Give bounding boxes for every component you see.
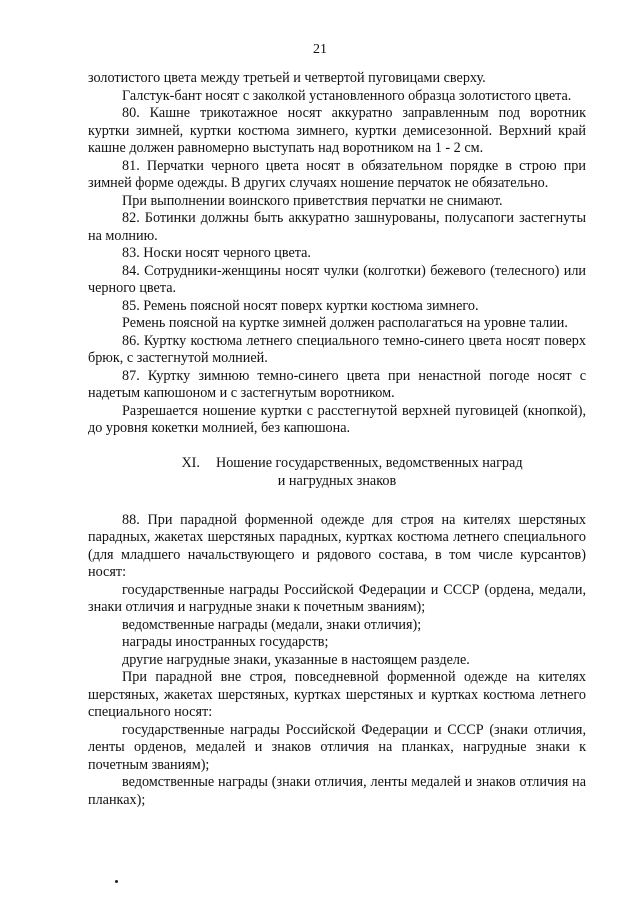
- paragraph: При парадной вне строя, повседневной форменной одежде на кителях шерстяных, жакетах шерстяных, куртках шерстяных и куртках костюма летнего специального носят:: [88, 669, 586, 720]
- paragraph: 82. Ботинки должны быть аккуратно зашнурованы, полусапоги застегнуты на молнию.: [88, 210, 586, 244]
- section-heading-line1: [88, 454, 586, 472]
- paragraph: награды иностранных государств;: [122, 634, 329, 650]
- scan-speck: [115, 880, 118, 883]
- paragraph: 87. Куртку зимнюю темно-синего цвета при ненастной погоде носят с надетым капюшоном и с застегнутым воротником.: [88, 367, 586, 401]
- paragraph: 80. Кашне трикотажное носят аккуратно заправленным под воротник куртки зимней, куртки костюма зимнего, куртки демисезонной. Верхний край кашне должен равномерно выступать над воротником на 1 - 2 см.: [88, 105, 586, 156]
- paragraph: При выполнении воинского приветствия перчатки не снимают.: [122, 192, 503, 209]
- paragraph: 85. Ремень поясной носят поверх куртки костюма зимнего.: [122, 297, 479, 314]
- paragraph: Ремень поясной на куртке зимней должен располагаться на уровне талии.: [122, 315, 568, 331]
- section-title-line2: и нагрудных знаков: [277, 472, 397, 489]
- paragraph-group-bottom: [88, 512, 586, 810]
- paragraph: другие нагрудные знаки, указанные в настоящем разделе.: [122, 651, 470, 668]
- paragraph: государственные награды Российской Федерации и СССР (знаки отличия, ленты орденов, медалей и знаков отличия на планках, нагрудные знаки к почетным званиям);: [88, 721, 586, 773]
- paragraph: 88. При парадной форменной одежде для строя на кителях шерстяных парадных, жакетах шерстяных парадных, куртках костюма летнего специального (для младшего начальствующего и рядового состава, в том числе курсантов) носят:: [88, 511, 586, 580]
- paragraph: Галстук-бант носят с заколкой установленного образца золотистого цвета.: [122, 87, 572, 104]
- paragraph: государственные награды Российской Федерации и СССР (ордена, медали, знаки отличия и нагрудные знаки к почетным званиям);: [88, 581, 586, 615]
- section-heading: [88, 454, 586, 490]
- section-title-line1: Ношение государственных, ведомственных наград: [215, 454, 523, 471]
- paragraph-group-top: [88, 70, 586, 438]
- paragraph: золотистого цвета между третьей и четвертой пуговицами сверху.: [88, 70, 486, 86]
- paragraph: 83. Носки носят черного цвета.: [122, 245, 311, 261]
- paragraph: ведомственные награды (знаки отличия, ленты медалей и знаков отличия на планках);: [88, 774, 586, 808]
- paragraph: 86. Куртку костюма летнего специального темно-синего цвета носят поверх брюк, с застегнутой молнией.: [88, 332, 586, 366]
- paragraph: 84. Сотрудники-женщины носят чулки (колготки) бежевого (телесного) или черного цвета.: [88, 262, 586, 296]
- paragraph: Разрешается ношение куртки с расстегнутой верхней пуговицей (кнопкой), до уровня кокетки молнией, без капюшона.: [88, 402, 586, 436]
- section-number: XI.: [181, 454, 200, 471]
- document-body: [88, 70, 586, 809]
- paragraph: ведомственные награды (медали, знаки отличия);: [122, 616, 422, 633]
- paragraph: 81. Перчатки черного цвета носят в обязательном порядке в строю при зимней форме одежды. В других случаях ношение перчаток не обязательно.: [88, 157, 586, 191]
- page-number: 21: [313, 42, 327, 57]
